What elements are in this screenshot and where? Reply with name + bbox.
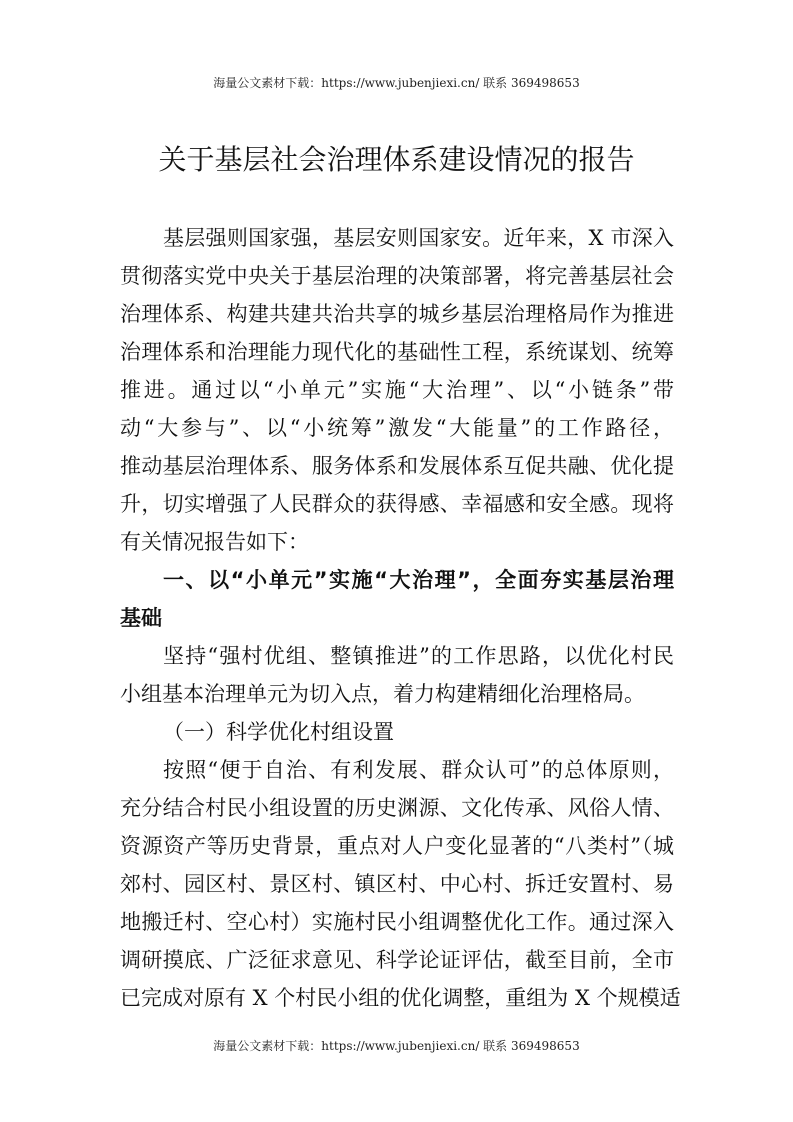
- body-line: 郊村、园区村、景区村、镇区村、中心村、拆迁安置村、易: [120, 872, 674, 896]
- page-footer: 海量公文素材下载：https://www.jubenjiexi.cn/ 联系 369498653: [213, 1039, 580, 1053]
- body-line: 调研摸底、广泛征求意见、科学论证评估，截至目前，全市: [120, 948, 674, 972]
- section-heading: 一、以“小单元”实施“大治理”，全面夯实基层治理: [163, 568, 674, 592]
- body-line: 动“大参与”、以“小统筹”激发“大能量”的工作路径，: [120, 416, 674, 440]
- body-line: 充分结合村民小组设置的历史渊源、文化传承、风俗人情、: [120, 796, 674, 820]
- page-header: 海量公文素材下载：https://www.jubenjiexi.cn/ 联系 369498653: [213, 76, 580, 90]
- body-line: 地搬迁村、空心村）实施村民小组调整优化工作。通过深入: [120, 910, 674, 934]
- body-line: 小组基本治理单元为切入点，着力构建精细化治理格局。: [120, 682, 645, 706]
- subsection-heading: （一）科学优化村组设置: [163, 720, 394, 744]
- body-line: 基层强则国家强，基层安则国家安。近年来，X 市深入: [163, 226, 674, 250]
- body-line: 资源资产等历史背景，重点对人户变化显著的“八类村”（城: [120, 834, 674, 858]
- body-line: 推进。通过以“小单元”实施“大治理”、以“小链条”带: [120, 378, 674, 402]
- body-line: 治理体系、构建共建共治共享的城乡基层治理格局作为推进: [120, 302, 674, 326]
- body-line: 坚持“强村优组、整镇推进”的工作思路，以优化村民: [163, 644, 674, 668]
- body-line: 已完成对原有 X 个村民小组的优化调整，重组为 X 个规模适: [120, 986, 681, 1010]
- body-line: 按照“便于自治、有利发展、群众认可”的总体原则，: [163, 758, 674, 782]
- body-line: 贯彻落实党中央关于基层治理的决策部署，将完善基层社会: [120, 264, 674, 288]
- body-line: 推动基层治理体系、服务体系和发展体系互促共融、优化提: [120, 454, 674, 478]
- section-heading: 基础: [120, 606, 162, 630]
- document-title: 关于基层社会治理体系建设情况的报告: [158, 143, 635, 176]
- body-line: 治理体系和治理能力现代化的基础性工程，系统谋划、统筹: [120, 340, 674, 364]
- body-line: 有关情况报告如下：: [120, 530, 309, 554]
- body-line: 升，切实增强了人民群众的获得感、幸福感和安全感。现将: [120, 492, 674, 516]
